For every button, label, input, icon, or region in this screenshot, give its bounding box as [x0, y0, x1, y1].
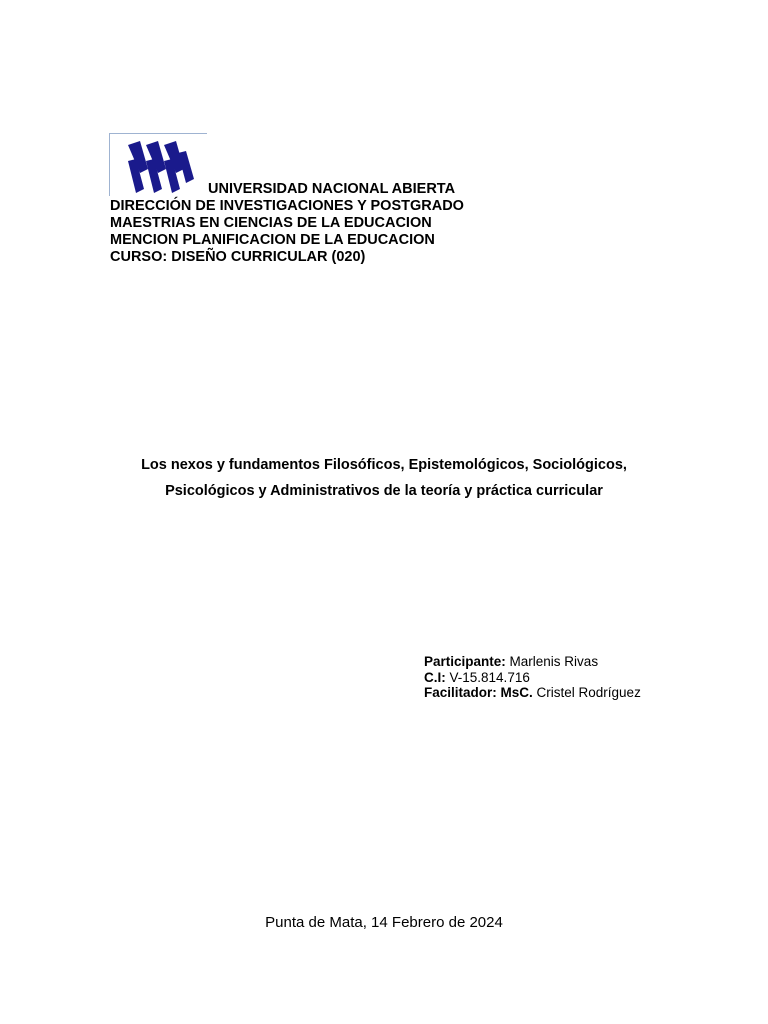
institution-header: [110, 181, 530, 266]
header-line-course: CURSO: DISEÑO CURRICULAR (020): [110, 249, 366, 265]
ci-row: [424, 670, 641, 686]
header-line-mention: MENCION PLANIFICACION DE LA EDUCACION: [110, 232, 435, 248]
document-title: [100, 452, 668, 504]
author-info: [424, 654, 641, 701]
place-date: Punta de Mata, 14 Febrero de 2024: [265, 914, 503, 931]
facilitator-row: [424, 685, 641, 701]
participant-value: Marlenis Rivas: [509, 654, 599, 669]
participant-row: [424, 654, 641, 670]
header-line-university: UNIVERSIDAD NACIONAL ABIERTA: [208, 181, 456, 197]
participant-label: Participante:: [424, 654, 506, 669]
header-line-masters: MAESTRIAS EN CIENCIAS DE LA EDUCACION: [110, 215, 432, 231]
title-line-1: Los nexos y fundamentos Filosóficos, Epistemológicos, Sociológicos,: [141, 457, 627, 473]
facilitator-label: Facilitador: MsC.: [424, 685, 533, 700]
ci-label: C.I:: [424, 669, 446, 685]
ci-value: V-15.814.716: [449, 669, 530, 685]
header-line-direction: DIRECCIÓN DE INVESTIGACIONES Y POSTGRADO: [110, 198, 464, 214]
facilitator-value: Cristel Rodríguez: [536, 685, 641, 700]
title-line-2: Psicológicos y Administrativos de la teoría y práctica curricular: [165, 483, 603, 499]
